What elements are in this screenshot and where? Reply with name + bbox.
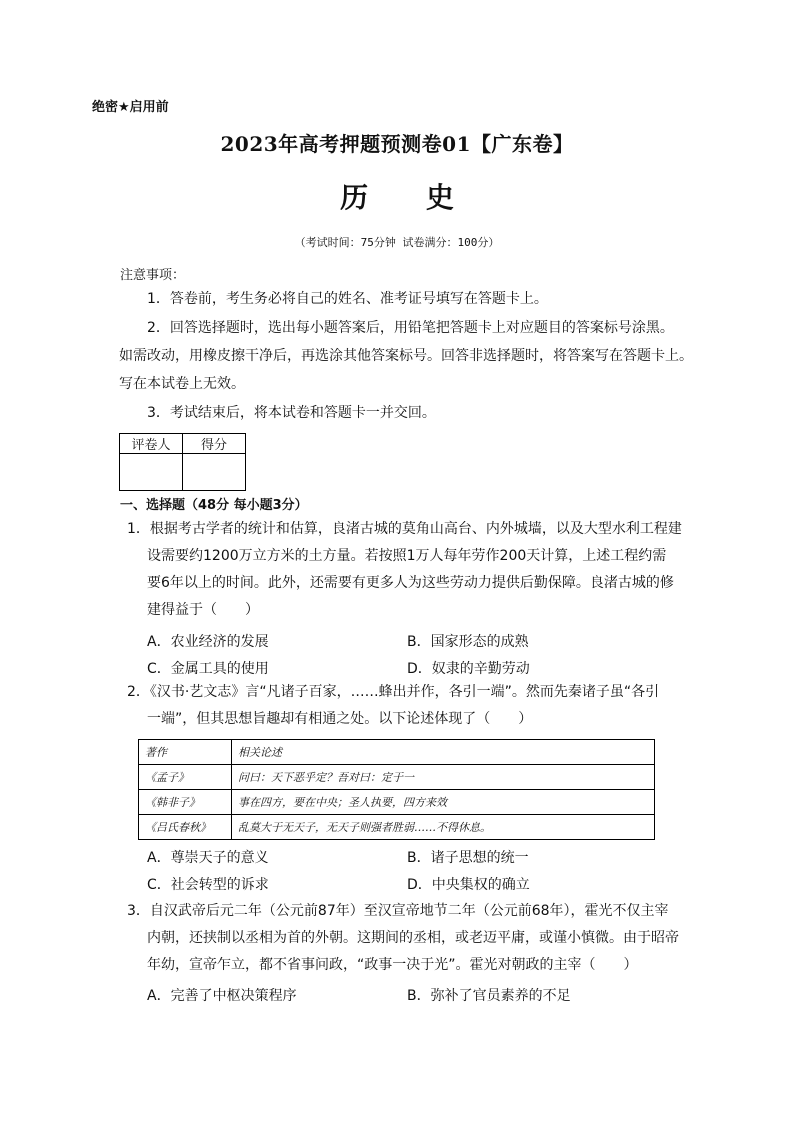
q1-option-a: A．农业经济的发展 — [147, 634, 269, 650]
quote-table-header — [139, 740, 655, 765]
section-title: 一、选择题（48分 每小题3分） — [120, 498, 308, 513]
q3-option-b: B．弥补了官员素养的不足 — [407, 988, 571, 1004]
quote-work: 《孟子》 — [139, 765, 232, 790]
subject-title: 历 史 — [340, 181, 478, 214]
note-item: 2．回答选择题时，选出每小题答案后，用铅笔把答题卡上对应题目的答案标号涂黑。 — [147, 320, 674, 336]
note-item: 1．答卷前，考生务必将自己的姓名、准考证号填写在答题卡上。 — [147, 291, 548, 307]
quote-work: 《吕氏春秋》 — [139, 815, 232, 840]
score-cell — [183, 454, 246, 491]
q1-option-c: C．金属工具的使用 — [147, 661, 269, 677]
note-item-cont: 写在本试卷上无效。 — [119, 376, 245, 392]
quote-text: 事在四方，要在中央；圣人执要，四方来效 — [232, 790, 655, 815]
note-item-cont: 如需改动，用橡皮擦干净后，再选涂其他答案标号。回答非选择题时，将答案写在答题卡上。 — [119, 348, 693, 364]
q2-option-b: B．诸子思想的统一 — [407, 850, 529, 866]
quote-table-header-cell: 著作 — [139, 740, 232, 765]
question-1-line: 设需要约1200万立方米的土方量。若按照1万人每年劳作200天计算，上述工程约需 — [147, 548, 667, 564]
question-3-line: 3．自汉武帝后元二年（公元前87年）至汉宣帝地节二年（公元前68年），霍光不仅主宰 — [127, 903, 669, 919]
quote-table-header-cell: 相关论述 — [232, 740, 655, 765]
q1-option-d: D．奴隶的辛勤劳动 — [407, 661, 530, 677]
q2-option-d: D．中央集权的确立 — [407, 877, 530, 893]
notes-heading: 注意事项： — [120, 268, 186, 283]
quote-text: 问曰：天下恶乎定？吾对曰：定于一 — [232, 765, 655, 790]
question-1-line: 1．根据考古学者的统计和估算，良渚古城的莫角山高台、内外城墙，以及大型水利工程建 — [127, 521, 682, 537]
table-row — [139, 790, 655, 815]
table-row — [139, 765, 655, 790]
question-2-line: 一端”，但其思想旨趣却有相通之处。以下论述体现了（ ） — [147, 711, 533, 727]
grader-cell — [120, 454, 183, 491]
q3-option-a: A．完善了中枢决策程序 — [147, 988, 297, 1004]
score-table-header-grader: 评卷人 — [120, 434, 183, 454]
page-title: 2023年高考押题预测卷01【广东卷】 — [220, 132, 574, 156]
note-item: 3．考试结束后，将本试卷和答题卡一并交回。 — [147, 405, 436, 421]
confidential-label: 绝密★启用前 — [92, 100, 169, 115]
quote-work: 《韩非子》 — [139, 790, 232, 815]
question-1-line: 要6年以上的时间。此外，还需要有更多人为这些劳动力提供后勤保障。良渚古城的修 — [147, 575, 674, 591]
q2-option-c: C．社会转型的诉求 — [147, 877, 269, 893]
question-3-line: 内朝，还挟制以丞相为首的外朝。这期间的丞相，或老迈平庸，或谨小慎微。由于昭帝 — [147, 930, 679, 946]
exam-time-info: （考试时间：75分钟 试卷满分：100分） — [294, 236, 500, 249]
q1-option-b: B．国家形态的成熟 — [407, 634, 529, 650]
question-2-line: 2．《汉书·艺文志》言“凡诸子百家，……蜂出并作，各引一端”。然而先秦诸子虽“各引 — [127, 684, 660, 700]
table-row — [139, 815, 655, 840]
question-3-line: 年幼，宣帝乍立，都不省事问政，“政事一决于光”。霍光对朝政的主宰（ ） — [147, 957, 638, 973]
score-table — [119, 433, 246, 491]
q2-option-a: A．尊崇天子的意义 — [147, 850, 269, 866]
question-1-line: 建得益于（ ） — [147, 602, 259, 618]
quote-text: 乱莫大于无天子，无天子则强者胜弱……不得休息。 — [232, 815, 655, 840]
score-table-header-score: 得分 — [183, 434, 246, 454]
quote-table — [138, 739, 655, 840]
